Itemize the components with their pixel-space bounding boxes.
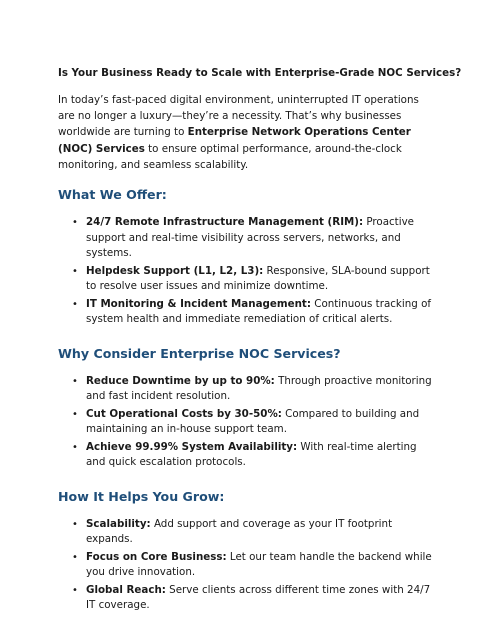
offer-list — [58, 215, 438, 328]
list-item-text: Through proactive monitoring and fast incident resolution. — [86, 374, 432, 403]
bullet-icon: • — [72, 584, 78, 596]
list-item — [72, 583, 438, 614]
bullet-icon: • — [72, 217, 78, 229]
list-item — [72, 407, 438, 438]
bullet-icon: • — [72, 551, 78, 563]
bullet-icon: • — [72, 265, 78, 277]
list-item-bold: Cut Operational Costs by 30-50%: — [86, 407, 282, 420]
document-page — [58, 66, 462, 616]
list-item-text: Responsive, SLA-bound support to resolve user issues and minimize downtime. — [86, 264, 430, 293]
intro-text-before: In today’s fast-paced digital environment, uninterrupted IT operations are no longer a luxury—they’re a necessity. That’s why businesses worldwide are turning to — [58, 94, 419, 139]
list-item-text: Let our team handle the backend while you drive innovation. — [86, 550, 432, 579]
list-item — [72, 215, 438, 262]
section-heading-grow: How It Helps You Grow: — [58, 488, 225, 504]
bullet-icon: • — [72, 408, 78, 420]
list-item — [72, 374, 438, 405]
list-item-text: Proactive support and real-time visibility across servers, networks, and systems. — [86, 216, 414, 260]
list-item-bold: Focus on Core Business: — [86, 550, 227, 563]
list-item — [72, 517, 438, 548]
list-item-bold: Scalability: — [86, 517, 151, 530]
intro-text-bold: Enterprise Network Operations Center (NOC) Services — [58, 126, 411, 155]
section-heading-offer: What We Offer: — [58, 187, 167, 203]
list-item — [72, 264, 438, 295]
bullet-icon: • — [72, 298, 78, 310]
section-heading-why: Why Consider Enterprise NOC Services? — [58, 345, 341, 361]
list-item-bold: IT Monitoring & Incident Management: — [86, 297, 311, 310]
bullet-icon: • — [72, 518, 78, 530]
list-item — [72, 297, 438, 328]
why-list — [58, 374, 438, 471]
intro-paragraph — [58, 92, 438, 173]
list-item-bold: Helpdesk Support (L1, L2, L3): — [86, 264, 264, 277]
intro-heading: Is Your Business Ready to Scale with Enterprise-Grade NOC Services? — [58, 67, 462, 79]
bullet-icon: • — [72, 441, 78, 453]
list-item-bold: 24/7 Remote Infrastructure Management (RIM): — [86, 216, 364, 229]
grow-list — [58, 517, 438, 614]
list-item-text: Serve clients across different time zones with 24/7 IT coverage. — [86, 583, 431, 612]
list-item-bold: Global Reach: — [86, 583, 166, 596]
intro-text-after: to ensure optimal performance, around-the-clock monitoring, and seamless scalability. — [58, 142, 402, 171]
bullet-icon: • — [72, 375, 78, 387]
list-item-text: With real-time alerting and quick escalation protocols. — [86, 440, 417, 469]
list-item-text: Add support and coverage as your IT footprint expands. — [86, 517, 393, 546]
list-item — [72, 440, 438, 471]
list-item-text: Continuous tracking of system health and immediate remediation of critical alerts. — [86, 297, 432, 326]
list-item-bold: Achieve 99.99% System Availability: — [86, 440, 298, 453]
list-item — [72, 550, 438, 581]
list-item-bold: Reduce Downtime by up to 90%: — [86, 374, 275, 387]
list-item-text: Compared to building and maintaining an in-house support team. — [86, 407, 420, 436]
